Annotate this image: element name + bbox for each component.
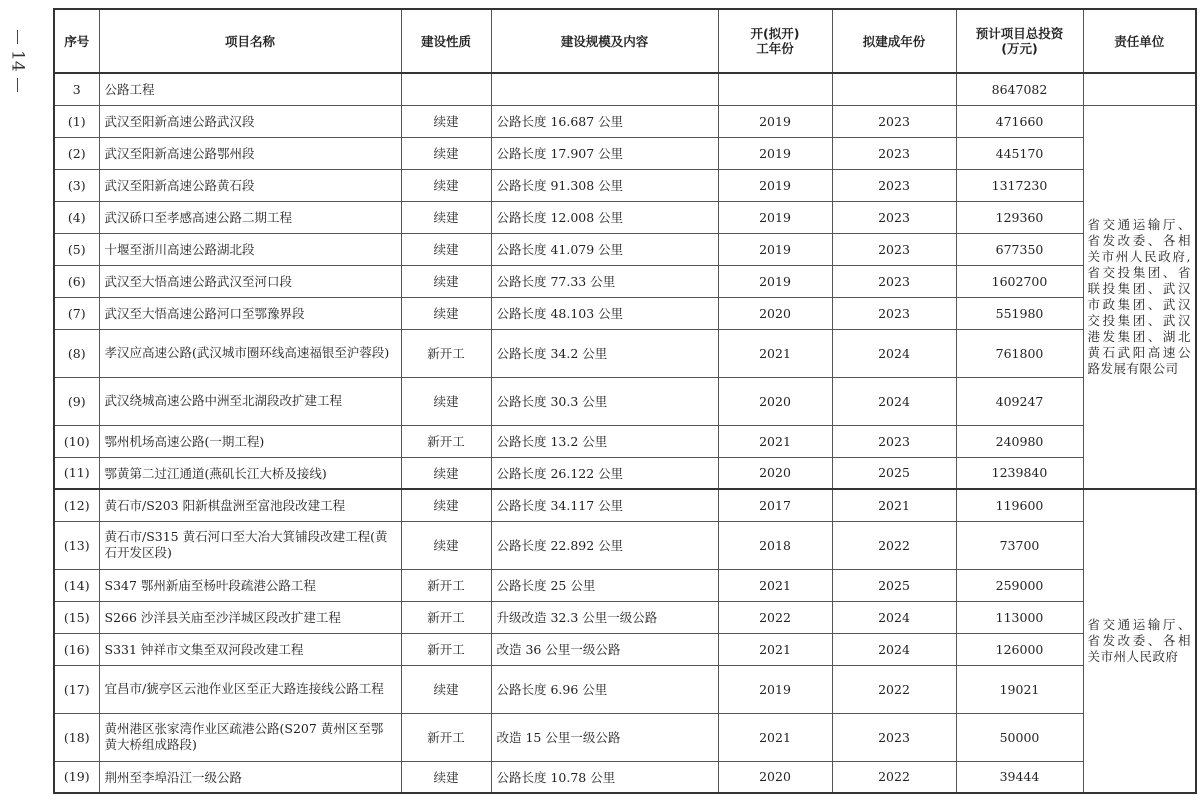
row-name: S331 钟祥市文集至双河段改建工程 (99, 633, 401, 665)
row-no: (5) (54, 233, 99, 265)
row-start: 2020 (718, 761, 832, 793)
row-scale: 公路长度 13.2 公里 (491, 425, 718, 457)
row-no: (16) (54, 633, 99, 665)
row-type: 续建 (401, 233, 491, 265)
table-row (54, 601, 1196, 633)
row-investment: 1239840 (956, 457, 1083, 489)
row-investment: 409247 (956, 377, 1083, 425)
row-investment: 1317230 (956, 169, 1083, 201)
row-no: (6) (54, 265, 99, 297)
row-name: S347 鄂州新庙至杨叶段疏港公路工程 (99, 569, 401, 601)
header-start: 开(拟开) 工年份 (718, 9, 832, 73)
row-scale: 公路长度 41.079 公里 (491, 233, 718, 265)
row-no: (9) (54, 377, 99, 425)
row-end: 2023 (832, 297, 956, 329)
row-scale: 升级改造 32.3 公里一级公路 (491, 601, 718, 633)
row-name: 荆州至李埠沿江一级公路 (99, 761, 401, 793)
header-type: 建设性质 (401, 9, 491, 73)
row-scale: 公路长度 12.008 公里 (491, 201, 718, 233)
row-end: 2023 (832, 201, 956, 233)
row-type: 续建 (401, 377, 491, 425)
page-number (2, 30, 32, 92)
row-end: 2021 (832, 489, 956, 521)
row-end: 2023 (832, 105, 956, 137)
row-end: 2022 (832, 761, 956, 793)
section-investment: 8647082 (956, 73, 1083, 105)
row-scale: 公路长度 26.122 公里 (491, 457, 718, 489)
row-start: 2017 (718, 489, 832, 521)
row-name: 武汉硚口至孝感高速公路二期工程 (99, 201, 401, 233)
row-type: 新开工 (401, 329, 491, 377)
row-scale: 公路长度 22.892 公里 (491, 521, 718, 569)
row-start: 2019 (718, 105, 832, 137)
row-no: (18) (54, 713, 99, 761)
row-end: 2022 (832, 521, 956, 569)
responsible-unit-group-1: 省交通运输厅、省发改委、各相关市州人民政府,省交投集团、省联投集团、武汉市政集团、武汉交投集团、武汉港发集团、湖北黄石武阳高速公路发展有限公司 (1083, 105, 1196, 489)
row-scale: 公路长度 16.687 公里 (491, 105, 718, 137)
header-row (54, 9, 1196, 73)
row-name: 孝汉应高速公路(武汉城市圈环线高速福银至沪蓉段) (99, 329, 401, 377)
row-type: 新开工 (401, 425, 491, 457)
row-name: S266 沙洋县关庙至沙洋城区段改扩建工程 (99, 601, 401, 633)
row-no: (19) (54, 761, 99, 793)
table-row (54, 633, 1196, 665)
row-scale: 公路长度 48.103 公里 (491, 297, 718, 329)
row-type: 新开工 (401, 713, 491, 761)
row-type: 续建 (401, 761, 491, 793)
row-name: 黄石市/S315 黄石河口至大冶大箕铺段改建工程(黄石开发区段) (99, 521, 401, 569)
row-no: (1) (54, 105, 99, 137)
section-no: 3 (54, 73, 99, 105)
row-no: (3) (54, 169, 99, 201)
row-start: 2020 (718, 297, 832, 329)
row-start: 2019 (718, 233, 832, 265)
row-no: (7) (54, 297, 99, 329)
row-scale: 公路长度 91.308 公里 (491, 169, 718, 201)
row-end: 2023 (832, 713, 956, 761)
row-investment: 113000 (956, 601, 1083, 633)
row-investment: 1602700 (956, 265, 1083, 297)
row-name: 武汉至大悟高速公路河口至鄂豫界段 (99, 297, 401, 329)
row-start: 2020 (718, 457, 832, 489)
row-investment: 39444 (956, 761, 1083, 793)
row-type: 续建 (401, 265, 491, 297)
row-scale: 公路长度 77.33 公里 (491, 265, 718, 297)
row-end: 2023 (832, 265, 956, 297)
row-no: (4) (54, 201, 99, 233)
table-row (54, 761, 1196, 793)
row-type: 新开工 (401, 633, 491, 665)
row-start: 2019 (718, 169, 832, 201)
row-end: 2023 (832, 233, 956, 265)
table-row (54, 457, 1196, 489)
row-type: 续建 (401, 457, 491, 489)
row-investment: 19021 (956, 665, 1083, 713)
row-end: 2024 (832, 329, 956, 377)
row-start: 2022 (718, 601, 832, 633)
row-scale: 公路长度 6.96 公里 (491, 665, 718, 713)
row-no: (14) (54, 569, 99, 601)
row-investment: 240980 (956, 425, 1083, 457)
row-scale: 公路长度 10.78 公里 (491, 761, 718, 793)
row-end: 2024 (832, 377, 956, 425)
row-end: 2023 (832, 425, 956, 457)
responsible-unit-group-2: 省交通运输厅、省发改委、各相关市州人民政府 (1083, 489, 1196, 793)
table-row (54, 489, 1196, 521)
row-end: 2024 (832, 601, 956, 633)
row-investment: 259000 (956, 569, 1083, 601)
section-row (54, 73, 1196, 105)
table-row (54, 425, 1196, 457)
row-end: 2025 (832, 569, 956, 601)
row-scale: 公路长度 30.3 公里 (491, 377, 718, 425)
row-investment: 761800 (956, 329, 1083, 377)
table-row (54, 265, 1196, 297)
row-type: 续建 (401, 169, 491, 201)
row-scale: 公路长度 17.907 公里 (491, 137, 718, 169)
row-type: 续建 (401, 521, 491, 569)
table-row (54, 201, 1196, 233)
page-number-dash-top (17, 30, 18, 44)
table-row (54, 521, 1196, 569)
row-investment: 551980 (956, 297, 1083, 329)
page-number-text: 14 (7, 50, 28, 72)
row-no: (10) (54, 425, 99, 457)
row-end: 2025 (832, 457, 956, 489)
table-row (54, 105, 1196, 137)
row-investment: 73700 (956, 521, 1083, 569)
row-no: (2) (54, 137, 99, 169)
row-investment: 471660 (956, 105, 1083, 137)
row-name: 武汉至阳新高速公路黄石段 (99, 169, 401, 201)
header-no: 序号 (54, 9, 99, 73)
row-start: 2021 (718, 329, 832, 377)
row-type: 续建 (401, 665, 491, 713)
row-start: 2018 (718, 521, 832, 569)
table-row (54, 329, 1196, 377)
section-scale (491, 73, 718, 105)
row-end: 2023 (832, 137, 956, 169)
table-row (54, 713, 1196, 761)
row-start: 2021 (718, 425, 832, 457)
row-investment: 126000 (956, 633, 1083, 665)
row-type: 续建 (401, 489, 491, 521)
page-number-dash-bottom (17, 78, 18, 92)
row-type: 新开工 (401, 601, 491, 633)
row-name: 鄂州机场高速公路(一期工程) (99, 425, 401, 457)
table-row (54, 137, 1196, 169)
row-investment: 445170 (956, 137, 1083, 169)
header-responsible: 责任单位 (1083, 9, 1196, 73)
row-name: 鄂黄第二过江通道(燕矶长江大桥及接线) (99, 457, 401, 489)
row-name: 武汉至阳新高速公路武汉段 (99, 105, 401, 137)
row-end: 2024 (832, 633, 956, 665)
row-name: 黄石市/S203 阳新棋盘洲至富池段改建工程 (99, 489, 401, 521)
row-no: (15) (54, 601, 99, 633)
row-start: 2021 (718, 633, 832, 665)
row-scale: 改造 15 公里一级公路 (491, 713, 718, 761)
row-type: 新开工 (401, 569, 491, 601)
table-row (54, 569, 1196, 601)
row-scale: 公路长度 34.117 公里 (491, 489, 718, 521)
row-start: 2021 (718, 569, 832, 601)
header-investment: 预计项目总投资 (万元) (956, 9, 1083, 73)
row-investment: 119600 (956, 489, 1083, 521)
header-end: 拟建成年份 (832, 9, 956, 73)
table-body (54, 73, 1196, 793)
row-no: (8) (54, 329, 99, 377)
row-name: 宜昌市/猇亭区云池作业区至正大路连接线公路工程 (99, 665, 401, 713)
row-type: 续建 (401, 297, 491, 329)
table-row (54, 665, 1196, 713)
table-row (54, 233, 1196, 265)
row-name: 十堰至浙川高速公路湖北段 (99, 233, 401, 265)
row-no: (12) (54, 489, 99, 521)
row-no: (17) (54, 665, 99, 713)
row-investment: 677350 (956, 233, 1083, 265)
row-start: 2020 (718, 377, 832, 425)
row-name: 武汉至大悟高速公路武汉至河口段 (99, 265, 401, 297)
row-start: 2021 (718, 713, 832, 761)
section-end (832, 73, 956, 105)
table-row (54, 297, 1196, 329)
header-name: 项目名称 (99, 9, 401, 73)
row-scale: 公路长度 34.2 公里 (491, 329, 718, 377)
row-type: 续建 (401, 105, 491, 137)
project-table (53, 8, 1197, 794)
row-start: 2019 (718, 137, 832, 169)
row-no: (13) (54, 521, 99, 569)
section-type (401, 73, 491, 105)
row-type: 续建 (401, 201, 491, 233)
table-row (54, 169, 1196, 201)
table-row (54, 377, 1196, 425)
row-name: 武汉至阳新高速公路鄂州段 (99, 137, 401, 169)
row-start: 2019 (718, 265, 832, 297)
row-investment: 50000 (956, 713, 1083, 761)
section-name: 公路工程 (99, 73, 401, 105)
row-investment: 129360 (956, 201, 1083, 233)
row-start: 2019 (718, 201, 832, 233)
row-scale: 改造 36 公里一级公路 (491, 633, 718, 665)
row-name: 黄州港区张家湾作业区疏港公路(S207 黄州区至鄂黄大桥组成路段) (99, 713, 401, 761)
section-start (718, 73, 832, 105)
row-end: 2022 (832, 665, 956, 713)
row-scale: 公路长度 25 公里 (491, 569, 718, 601)
row-type: 续建 (401, 137, 491, 169)
row-no: (11) (54, 457, 99, 489)
row-end: 2023 (832, 169, 956, 201)
header-scale: 建设规模及内容 (491, 9, 718, 73)
section-responsible (1083, 73, 1196, 105)
row-start: 2019 (718, 665, 832, 713)
row-name: 武汉绕城高速公路中洲至北湖段改扩建工程 (99, 377, 401, 425)
